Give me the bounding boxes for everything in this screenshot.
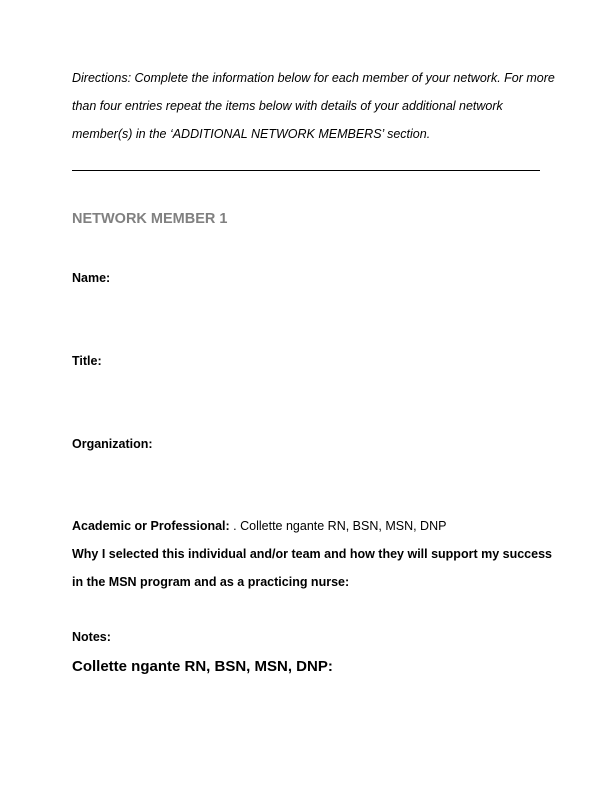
directions-line-1: Directions: Complete the information below for each member of your network. For more (72, 71, 555, 85)
directions-line-3: member(s) in the ‘ADDITIONAL NETWORK MEMBERS’ section. (72, 127, 431, 141)
academic-professional-label: Academic or Professional: (72, 519, 230, 533)
notes-heading: Collette ngante RN, BSN, MSN, DNP: (72, 658, 333, 675)
directions-line-2: than four entries repeat the items below with details of your additional network (72, 99, 503, 113)
section-title: NETWORK MEMBER 1 (72, 211, 228, 227)
title-label: Title: (72, 354, 102, 368)
academic-professional-row (72, 519, 446, 533)
why-selected-line-1: Why I selected this individual and/or team and how they will support my success (72, 547, 552, 561)
name-label: Name: (72, 271, 111, 285)
notes-label: Notes: (72, 630, 111, 644)
why-selected-line-2: in the MSN program and as a practicing nurse: (72, 575, 350, 589)
divider-rule (72, 170, 540, 171)
academic-professional-value: . Collette ngante RN, BSN, MSN, DNP (229, 519, 447, 533)
organization-label: Organization: (72, 437, 153, 451)
